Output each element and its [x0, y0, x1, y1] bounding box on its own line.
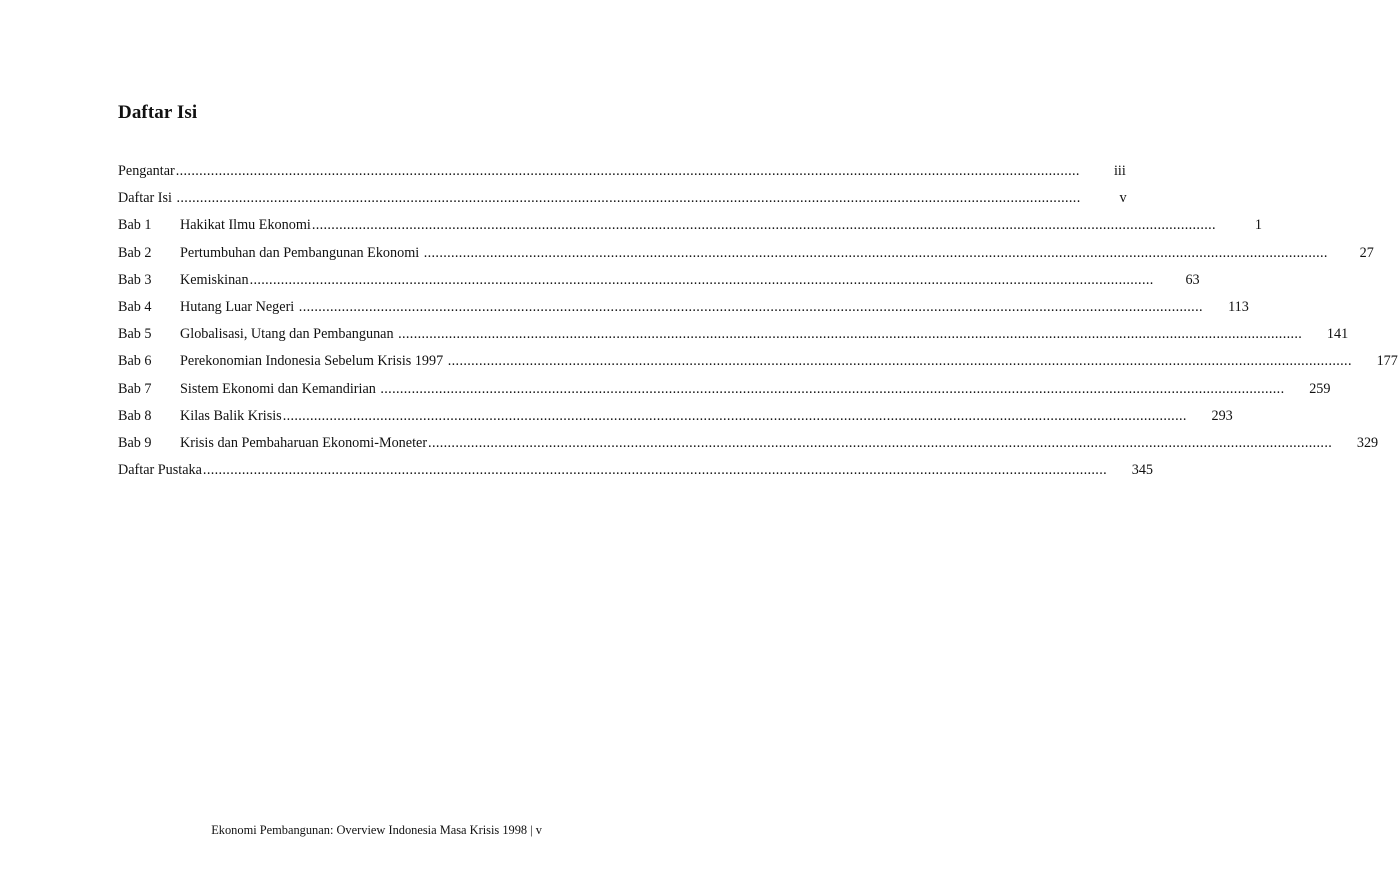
toc-chapter-number: Bab 9 — [118, 434, 152, 451]
toc-entry — [118, 406, 1233, 433]
toc-entry-title: Perekonomian Indonesia Sebelum Krisis 1997 — [180, 353, 447, 370]
toc-dot-leader — [250, 270, 1154, 290]
toc-entry — [118, 379, 1331, 406]
toc-chapter-number: Bab 5 — [118, 326, 152, 343]
toc-page-number: v — [1119, 190, 1127, 207]
toc-entry — [118, 351, 1398, 378]
toc-chapter-number: Bab 8 — [118, 407, 152, 424]
toc-entry — [118, 215, 1262, 242]
toc-entry-title: Krisis dan Pembaharuan Ekonomi-Moneter — [180, 434, 428, 451]
toc-dot-leader — [283, 406, 1187, 426]
toc-entry — [118, 243, 1374, 270]
toc-page-number: 259 — [1309, 380, 1331, 397]
toc-page-number: 141 — [1326, 326, 1349, 343]
toc-page-number: 177 — [1376, 353, 1398, 370]
toc-entry-title: Kemiskinan — [180, 271, 249, 288]
toc-entry-title: Hakikat Ilmu Ekonomi — [180, 217, 311, 234]
toc-page-number: iii — [1113, 163, 1126, 179]
toc-dot-leader — [398, 324, 1302, 344]
toc-page-number: 27 — [1359, 244, 1374, 261]
page-title: Daftar Isi — [118, 102, 198, 123]
toc-chapter-number: Bab 7 — [118, 380, 152, 397]
toc-entry — [118, 433, 1379, 460]
toc-dot-leader — [203, 460, 1107, 480]
toc-entry — [118, 460, 1153, 487]
toc-chapter-number: Bab 1 — [118, 217, 152, 234]
toc-page-number: 293 — [1211, 407, 1233, 424]
toc-dot-leader — [448, 351, 1352, 371]
toc-entry — [118, 270, 1200, 297]
toc-entry-title: Pengantar — [118, 163, 175, 179]
toc-entry-title: Pertumbuhan dan Pembangunan Ekonomi — [180, 244, 423, 261]
toc-entry — [118, 324, 1349, 351]
toc-dot-leader — [176, 161, 1080, 181]
toc-page-number: 329 — [1356, 434, 1379, 451]
toc-chapter-number: Bab 6 — [118, 353, 152, 370]
table-of-contents — [118, 161, 1398, 487]
toc-dot-leader — [428, 433, 1332, 453]
toc-dot-leader — [177, 188, 1081, 208]
toc-entry-title: Daftar Pustaka — [118, 462, 202, 479]
toc-entry-title: Hutang Luar Negeri — [180, 298, 298, 315]
toc-page-number: 345 — [1131, 462, 1153, 479]
toc-entry-title: Globalisasi, Utang dan Pembangunan — [180, 326, 398, 343]
toc-entry — [118, 297, 1249, 324]
toc-chapter-number: Bab 2 — [118, 244, 152, 261]
toc-entry — [118, 188, 1127, 215]
toc-dot-leader — [312, 215, 1216, 235]
toc-chapter-number: Bab 3 — [118, 271, 152, 288]
toc-entry-title: Sistem Ekonomi dan Kemandirian — [180, 380, 380, 397]
toc-dot-leader — [424, 243, 1328, 263]
toc-dot-leader — [299, 297, 1203, 317]
toc-page-number: 1 — [1254, 217, 1262, 234]
toc-entry-title: Daftar Isi — [118, 190, 176, 207]
toc-chapter-number: Bab 4 — [118, 298, 152, 315]
toc-entry-title: Kilas Balik Krisis — [180, 407, 282, 424]
toc-entry — [118, 161, 1126, 188]
toc-dot-leader — [380, 379, 1284, 399]
toc-page-number: 63 — [1185, 271, 1200, 288]
toc-page-number: 113 — [1228, 298, 1249, 315]
page-footer: Ekonomi Pembangunan: Overview Indonesia Masa Krisis 1998 | v — [211, 823, 542, 837]
